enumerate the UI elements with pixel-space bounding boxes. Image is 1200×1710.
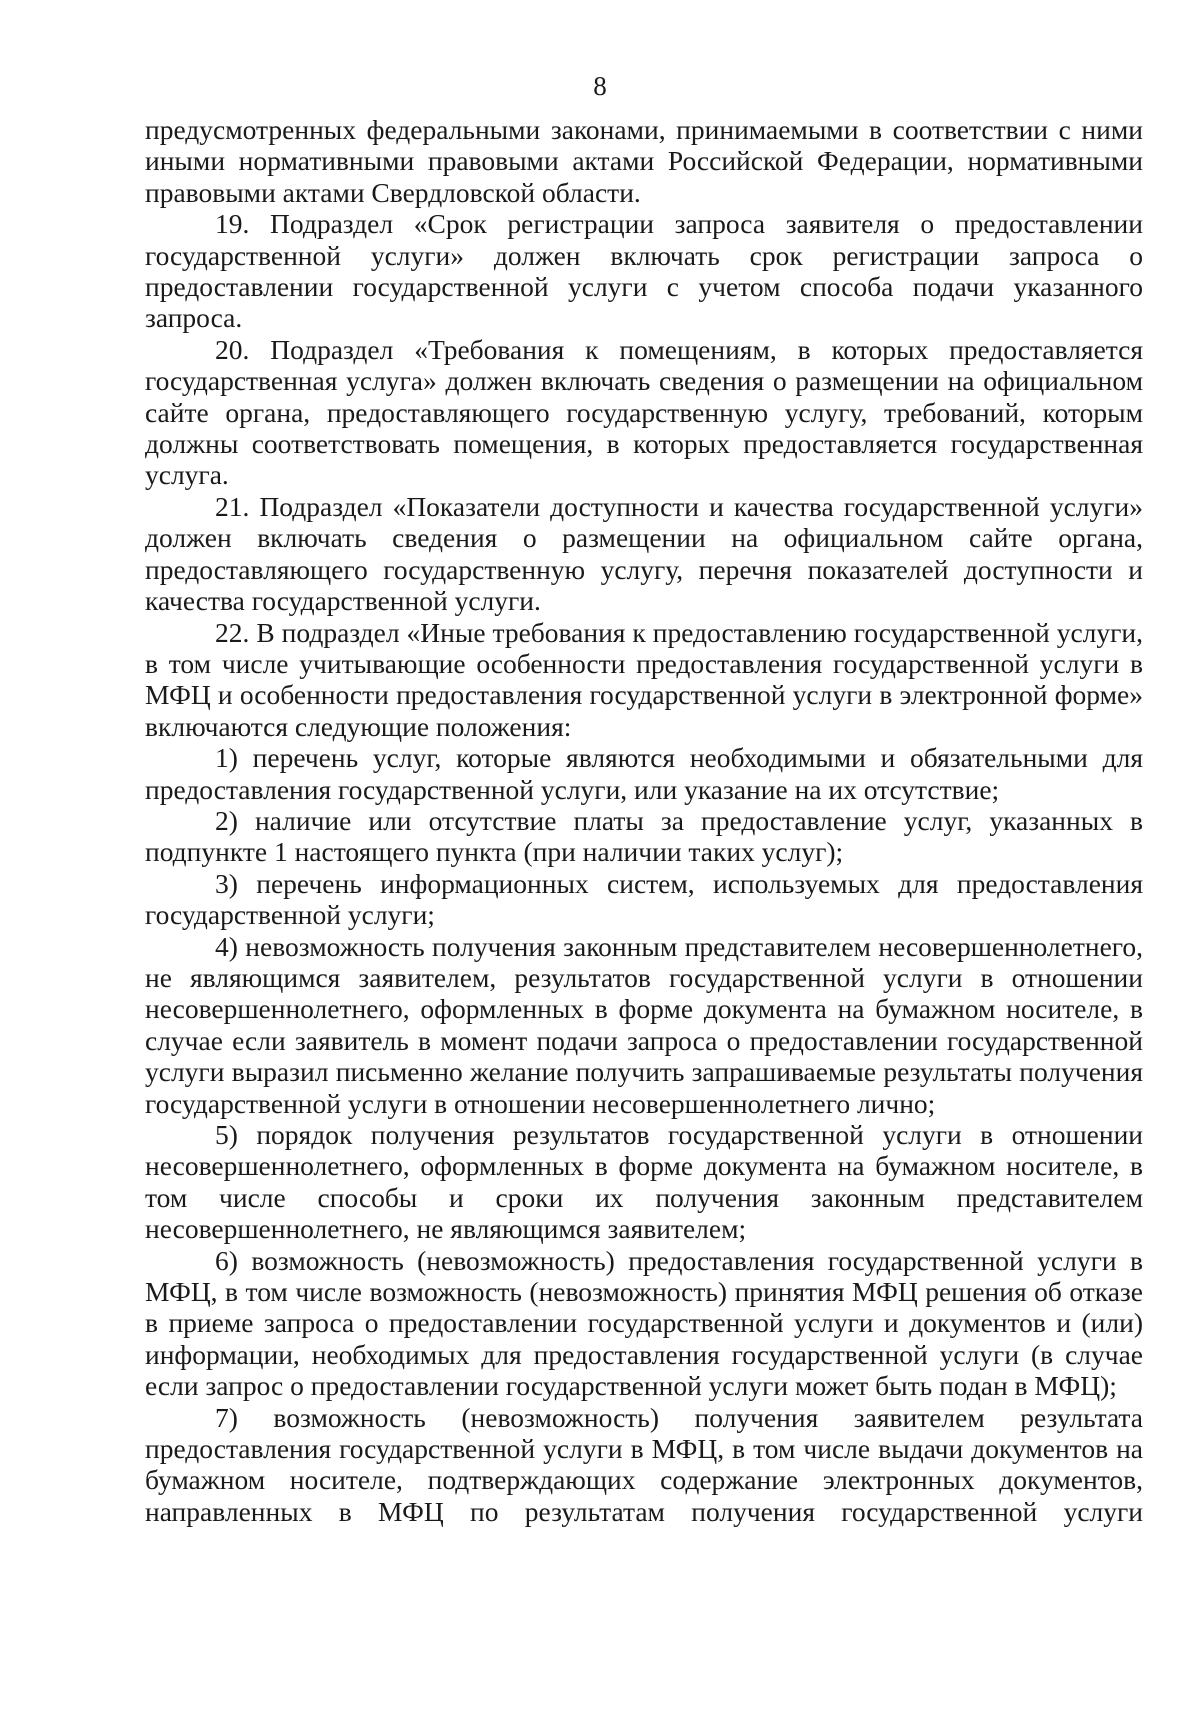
paragraph-19: 19. Подраздел «Срок регистрации запроса заявителя о предоставлении государственной услуги» должен включать срок регистрации запроса о предоставлении государственной услуги с учетом способа подачи указанного запроса.	[145, 208, 1143, 334]
paragraph-22: 22. В подраздел «Иные требования к предоставлению государственной услуги, в том числе учитывающие особенности предоставления государственной услуги в МФЦ и особенности предоставления государственной услуги в электронной форме» включаются следующие положения:	[145, 616, 1143, 742]
list-item-4: 4) невозможность получения законным представителем несовершеннолетнего, не являющимся заявителем, результатов государственной услуги в отношении несовершеннолетнего, оформленных в форме документа на бумажном носителе, в случае если заявитель в момент подачи запроса о предоставлении государственной услуги выразил письменно желание получить запрашиваемые результаты получения государственной услуги в отношении несовершеннолетнего лично;	[145, 930, 1143, 1119]
list-item-3: 3) перечень информационных систем, используемых для предоставления государственной услуги;	[145, 867, 1143, 931]
document-body	[145, 114, 1143, 1527]
paragraph-continuation: предусмотренных федеральными законами, принимаемыми в соответствии с ними иными нормативными правовыми актами Российской Федерации, нормативными правовыми актами Свердловской области.	[145, 114, 1143, 208]
list-item-5: 5) порядок получения результатов государственной услуги в отношении несовершеннолетнего, оформленных в форме документа на бумажном носителе, в том числе способы и сроки их получения законным представителем несовершеннолетнего, не являющимся заявителем;	[145, 1119, 1143, 1245]
list-item-7: 7) возможность (невозможность) получения заявителем результата предоставления государственной услуги в МФЦ, в том числе выдачи документов на бумажном носителе, подтверждающих содержание электронных документов, направленных в МФЦ по результатам получения государственной услуги	[145, 1401, 1143, 1527]
list-item-6: 6) возможность (невозможность) предоставления государственной услуги в МФЦ, в том числе возможность (невозможность) принятия МФЦ решения об отказе в приеме запроса о предоставлении государственной услуги и документов и (или) информации, необходимых для предоставления государственной услуги (в случае если запрос о предоставлении государственной услуги может быть подан в МФЦ);	[145, 1244, 1143, 1402]
paragraph-20: 20. Подраздел «Требования к помещениям, в которых предоставляется государственная услуга» должен включать сведения о размещении на официальном сайте органа, предоставляющего государственную услугу, требований, которым должны соответствовать помещения, в которых предоставляется государственная услуга.	[145, 333, 1143, 491]
page-number: 8	[593, 71, 607, 101]
list-item-2: 2) наличие или отсутствие платы за предоставление услуг, указанных в подпункте 1 настоящего пункта (при наличии таких услуг);	[145, 804, 1143, 868]
list-item-1: 1) перечень услуг, которые являются необходимыми и обязательными для предоставления государственной услуги, или указание на их отсутствие;	[145, 742, 1143, 805]
paragraph-21: 21. Подраздел «Показатели доступности и качества государственной услуги» должен включать сведения о размещении на официальном сайте органа, предоставляющего государственную услугу, перечня показателей доступности и качества государственной услуги.	[145, 490, 1143, 617]
